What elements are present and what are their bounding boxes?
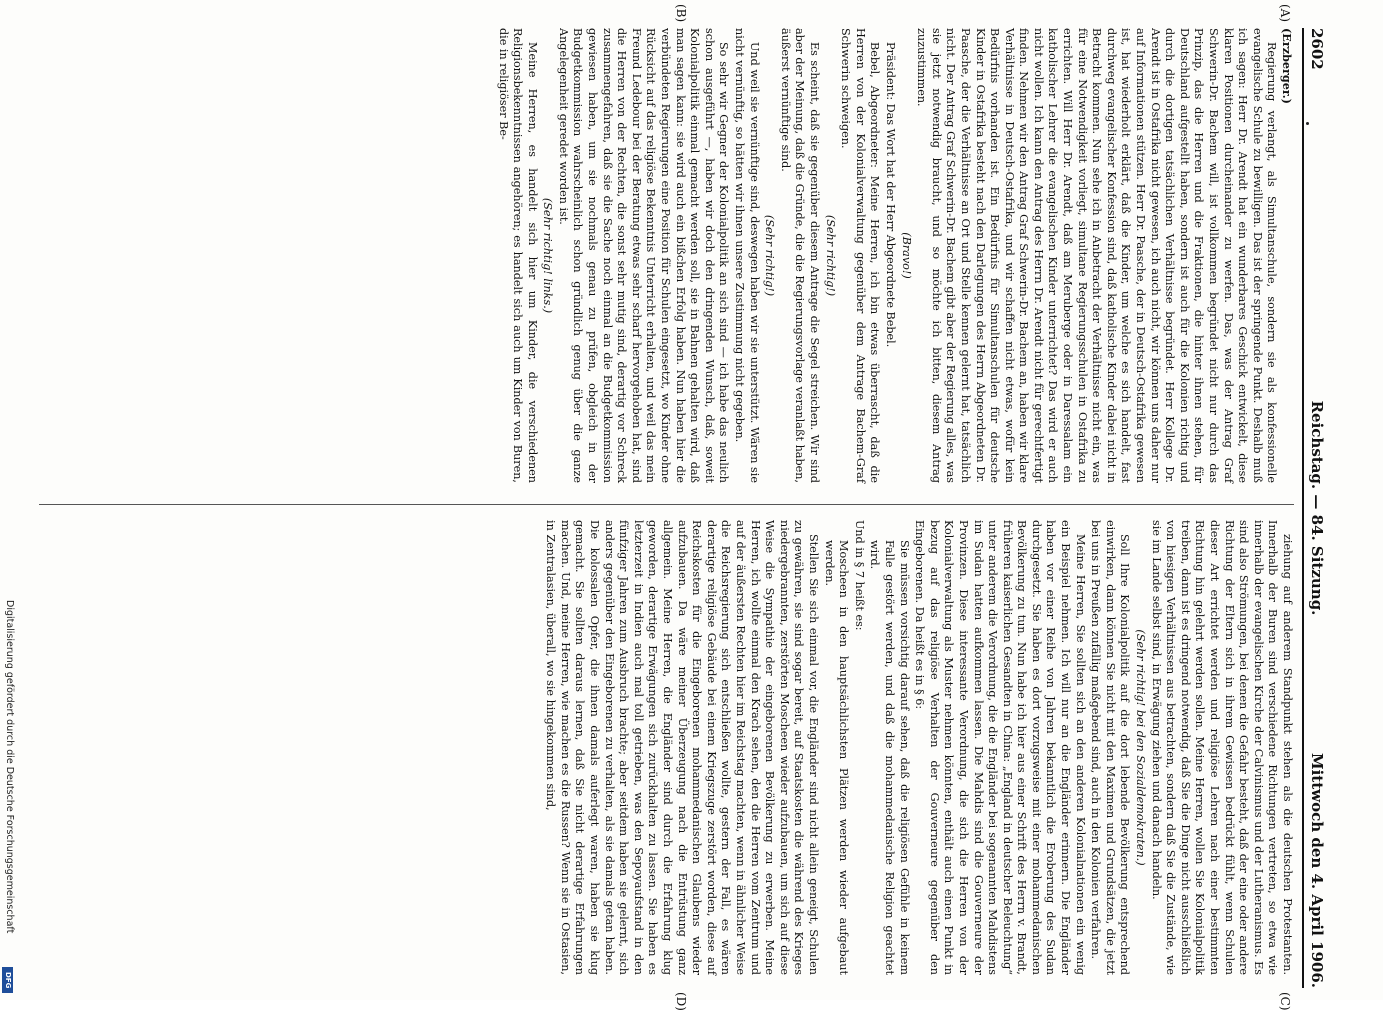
right-text-column xyxy=(542,520,1294,975)
credit-text: Digitalisierung gefördert durch die Deutsche Forschungsgemeinschaft xyxy=(4,600,15,934)
paragraph: Soll Ihre Kolonialpolitik auf die dort lebende Bevölkerung entsprechend einwirken, dann können Sie nicht mit den Maximen und Grundsätzen, die jetzt bei uns in Preußen zufällig maßgebend sind, auch in den Kolonien verfahren. xyxy=(1089,520,1132,975)
paragraph: Moscheen in den hauptsächlichsten Plätzen werden wieder aufgebaut werden. xyxy=(822,540,851,975)
paragraph: Und in § 7 heißt es: xyxy=(852,520,866,631)
dfg-logo: DFG xyxy=(2,967,13,993)
margin-marker-b: (B) xyxy=(674,4,688,23)
paragraph: ziehung auf anderem Standpunkt stehen als die deutschen Protestanten. Innerhalb der Buren sind verschiedene Richtungen vertreten, so etwa wie innerhalb der evangelischen Kirche der Calvinismus und der Lutheranismus. Es sind also Strömungen, bei denen die Gefahr besteht, daß der eine oder andere Richtung der Eltern sich in ihrem Gewissen bedrückt fühlt, wenn Schulen dieser Art errichtet werden und religiöse Lehren nach einer bestimmten Richtung hin gelehrt werden sollen. Meine Herren, wollen Sie Kolonialpolitik treiben, dann ist es dringend notwendig, daß Sie die Dinge nicht ausschließlich von hiesigen Verhältnissen aus betrachten, sondern daß Sie die Zustände, wie sie im Lande selbst sind, in Erwägung ziehen und danach handeln. xyxy=(1149,520,1294,976)
paragraph: Präsident: Das Wort hat der Herr Abgeordnete Bebel. xyxy=(883,42,897,348)
left-text-column xyxy=(494,28,1294,483)
paragraph: Regierung verlangt, als Simultanschule, sondern sie als konfessionelle evangelische Schule zu bewilligen. Das ist der springende Punkt. Deshalb muß ich sagen: Herr Dr. Arendt hat ein wunderbares Geschick entwickelt, diese klaren Positionen durcheinander zu werfen. Das, was der Antrag Graf Schwerin-Dr. Bachem will, ist vollkommen begründet nicht nur durch das Prinzip, das die Herren und die Fraktionen, die hinter ihnen stehen, für Deutschland aufgestellt haben, sondern ist auch für die Kolonien richtig und durch die dortigen tatsächlichen Verhältnisse begründet. Herr Kollege Dr. Arendt ist in Ostafrika nicht gewesen, ich auch nicht, wir können uns daher nur auf Informationen stützen. Herr Dr. Paasche, der in Deutsch-Ostafrika gewesen ist, hat wiederholt erklärt, daß die Kinder, um welche es sich handelt, fast durchweg evangelischer Konfession sind, daß katholische Kinder dabei nicht in Betracht kommen. Nun sehe ich in Anbetracht der Verhältnisse nicht ein, was für eine Notwendigkeit vorliegt, simultane Regierungsschulen in Ostafrika zu errichten. Will Herr Dr. Arendt, daß am Meruberge oder in Daressalam ein katholischer Lehrer die evangelischen Kinder unterrichtet? Das wird er auch nicht wollen. Ich kann den Antrag des Herrn Dr. Arendt nicht für gerechtfertigt finden. Nehmen wir den Antrag Graf Schwerin-Dr. Bachem an, haben wir klare Verhältnisse in Deutsch-Ostafrika, und wir schaffen nicht etwas, wofür kein Bedürfnis vorhanden ist. Ein Bedürfnis für Simultanschulen für deutsche Kinder in Ostafrika besteht nach den Darlegungen des Herrn Abgeordneten Dr. Paasche, der die Verhältnisse an Ort und Stelle kennen gelernt hat, tatsächlich nicht. Der Antrag Graf Schwerin-Dr. Bachem gibt aber der Regierung alles, was sie jetzt notwendig braucht, und so möchte ich bitten, diesem Antrag zuzustimmen. xyxy=(915,28,1279,483)
paragraph: Und weil sie vernünftige sind, deswegen haben wir sie unterstützt. Wären sie nicht vernünftig, so hätten wir ihnen unsere Zustimmung nicht gegeben. xyxy=(733,28,761,483)
paragraph: (Sehr richtig!) xyxy=(823,214,837,297)
paragraph: (Sehr richtig! bei den Sozialdemokraten.) xyxy=(1134,629,1148,866)
paragraph: Bebel, Abgeordneter: Meine Herren, ich bin etwas überrascht, daß die Herren von der Kolonialverwaltung gegenüber dem Antrage Bachem-Graf Schwerin schweigen. xyxy=(839,28,882,483)
paragraph: (Sehr richtig! links.) xyxy=(541,197,555,314)
paragraph: Es scheint, daß sie gegenüber diesem Antrage die Segel streichen. Wir sind aber der Meinung, daß die Gründe, die die Regierungsvorlage veranlaßt haben, äußerst vernünftige sind. xyxy=(778,28,821,483)
session-title: Reichstag. — 84. Sitzung. xyxy=(1308,400,1326,616)
session-date: Mittwoch den 4. April 1906. xyxy=(1308,753,1326,988)
page-number: 2602 xyxy=(1308,28,1326,70)
paragraph: Meine Herren, es handelt sich hier um Kinder, die verschiedenen Religionsbekenntnissen angehören; es handelt sich auch um Kinder von Buren, die in religiöser Be- xyxy=(496,28,539,483)
paragraph: So sehr wir Gegner der Kolonialpolitik an sich sind — ich habe das neulich schon ausgeführt —, haben wir doch den dringenden Wunsch, daß, soweit Kolonialpolitik einmal gemacht werden soll, sie in Bahnen gehalten wird, daß man sagen kann: sie wird auch ein bißchen Erfolg haben. Nun haben hier die verbündeten Regierungen eine Position für Schulen eingesetzt, wo Kinder ohne Rücksicht auf das religiöse Bekenntnis Unterricht erhalten, und weil das mein Freund Ledebour bei der Beratung etwas sehr scharf hervorgehoben hat, sind die Herren von der Rechten, die sonst sehr mutig sind, derartig vor Schreck zusammengefahren, daß sie die Sache noch einmal an die Budgetkommission gewiesen haben, um sie nochmals genau zu prüfen, obgleich in der Budgetkommission wahrscheinlich schon gründlich genug über die ganze Angelegenheit geredet worden ist. xyxy=(556,28,731,483)
paragraph: Meine Herren, Sie sollten sich an den anderen Kolonialnationen ein wenig ein Beispiel nehmen. Ich will nur an die Engländer erinnern. Die Engländer haben vor einer Reihe von Jahren bekanntlich die Eroberung des Sudan durchgesetzt. Sie haben es dort vorzugsweise mit einer mohammedanischen Bevölkerung zu tun. Nun habe ich hier aus einer Schrift des Herrn v. Brandt, früheren kaiserlichen Gesandten in China: „England in deutscher Beleuchtung“ unter anderem die Verordnung, die die Engländer bei sogenannten Mahdistens im Sudan hatten aufkommen lassen. Die Mahdis sind die Gouverneure der Provinzen. Diese interessante Verordnung, die sich die Herren von der Kolonialverwaltung als Muster nehmen könnten, enthält auch einen Punkt in bezug auf das religiöse Verhalten der Gouverneure gegenüber den Eingeborenen. Da heißt es in § 6: xyxy=(913,520,1087,975)
paragraph: (Erzberger.) xyxy=(1280,28,1294,104)
paragraph: Sie müssen vorsichtig darauf sehen, daß die religiösen Gefühle in keinem Falle gestört werden, und daß die mohammedanische Religion geachtet wird. xyxy=(868,540,911,975)
column-divider xyxy=(39,504,1294,505)
margin-marker-a: (A) xyxy=(1278,4,1292,23)
margin-marker-d: (D) xyxy=(674,992,688,1011)
margin-marker-c: (C) xyxy=(1278,992,1292,1011)
running-head xyxy=(1302,28,1328,988)
paragraph: (Sehr richtig!) xyxy=(763,214,777,297)
digitization-credit xyxy=(3,600,15,995)
paragraph: Stellen Sie sich einmal vor, die Engländer sind nicht allein geneigt, Schulen zu gewähren, sie sind sogar bereit, auf Staatskosten die während des Krieges niedergebrannten, zerstörten Moscheen wieder aufzubauen, um sich auf diese Weise die Sympathie der eingeborenen Bevölkerung zu erwerben. Meine Herren, ich wollte einmal den Krach sehen, den die Herren vom Zentrum und auf der äußersten Rechten hier im Reichstag machten, wenn in ähnlicher Weise die Reichsregierung sich entschließen wollte, gestern der Fall, es wären derartige religiöse Gebäude bei einem Kriegszuge zerstört worden, diese auf Reichskosten für die Eingeborenen mohammedanischen Glaubens wieder aufzubauen. Da wäre meiner Überzeugung nach die Entrüstung ganz allgemein. Meine Herren, die Engländer sind durch die Erfahrung klug geworden, derartige Erwägungen sich zurückhalten zu lassen. Sie haben es letzterzeit in Indien auch mal toll getrieben, was den Sepoyaufstand in den fünfziger Jahren zum Ausbruch brachte; aber seitdem haben sie gelernt, sich anders gegenüber den Eingeborenen zu verhalten, als sie damals getan haben. Die kolossalen Opfer, die ihnen damals auferlegt waren, haben sie klug gemacht. Sie sollten daraus lernen, daß Sie nicht derartige Erfahrungen machen. Und, meine Herren, wie machen es die Russen? Wenn sie in Ostasien, in Zentralasien, überall, wo sie hingekommen sind, xyxy=(544,520,820,975)
paragraph: (Bravo!) xyxy=(899,232,913,279)
